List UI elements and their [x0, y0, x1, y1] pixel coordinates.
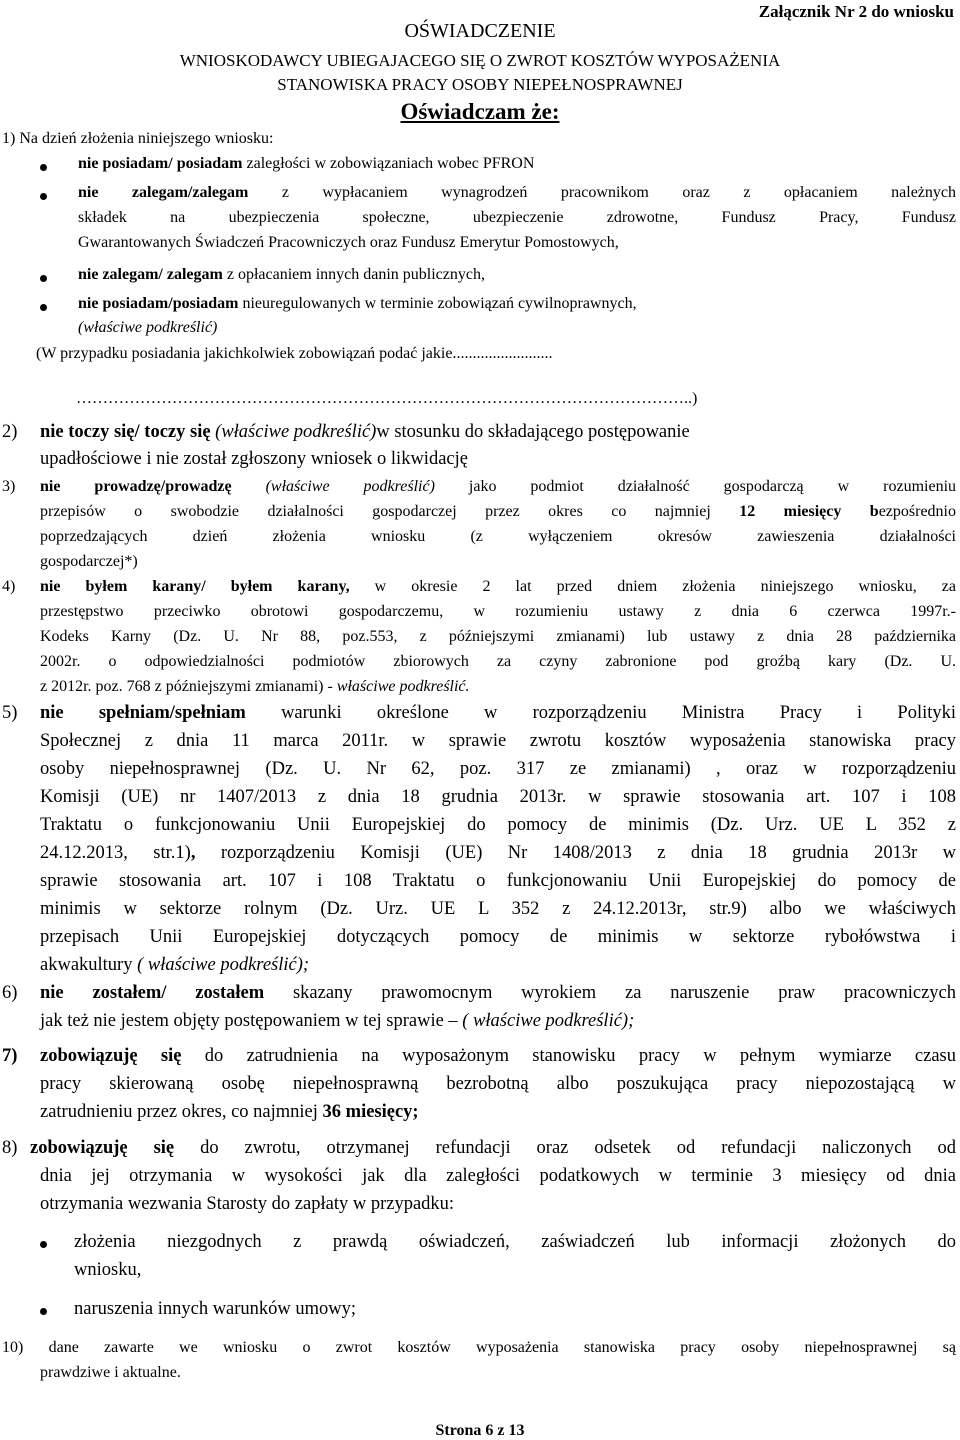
point-1-obligations-line: (W przypadku posiadania jakichkolwiek zobowiązań podać jakie.........................	[36, 345, 553, 362]
page-number: Strona 6 z 13	[435, 1422, 525, 1439]
point-1-item-1: nie posiadam/ posiadam zaległości w zobowiązaniach wobec PFRON	[78, 155, 535, 172]
point-2-num: 2)	[2, 422, 18, 442]
point-8-line1: zobowiązuję się do zwrotu, otrzymanej refundacji oraz odsetek od refundacji naliczonych od	[30, 1138, 956, 1158]
bullet-icon	[40, 164, 47, 171]
point-4-line5: z 2012r. poz. 768 z późniejszymi zmianami) - właściwe podkreślić.	[40, 678, 470, 695]
annex-label: Załącznik Nr 2 do wniosku	[758, 2, 954, 21]
point-8-line3: otrzymania wezwania Starosty do zapłaty w przypadku:	[40, 1194, 455, 1214]
point-5-line2: Społecznej z dnia 11 marca 2011r. w sprawie zwrotu kosztów wyposażenia stanowiska pracy	[40, 731, 956, 751]
point-5-line1: nie spełniam/spełniam warunki określone w rozporządzeniu Ministra Pracy i Polityki	[40, 703, 956, 723]
document-subtitle-line1: WNIOSKODAWCY UBIEGAJACEGO SIĘ O ZWROT KOSZTÓW WYPOSAŻENIA	[179, 51, 781, 70]
point-4-line3: Kodeks Karny (Dz. U. Nr 88, poz.553, z późniejszymi zmianami) lub ustawy z dnia 28 października	[40, 628, 956, 645]
point-4-line1: nie byłem karany/ byłem karany, w okresie 2 lat przed dniem złożenia niniejszego wniosku, za	[40, 578, 956, 595]
point-10-line1: 10) dane zawarte we wniosku o zwrot kosztów wyposażenia stanowiska pracy osoby niepełnosprawnej są	[2, 1339, 956, 1356]
point-6-line2: jak też nie jestem objęty postępowaniem w tej sprawie – ( właściwe podkreślić);	[40, 1011, 635, 1031]
point-1-dots-line: ……………………………………………………………………………………………………..)	[76, 390, 698, 407]
point-1-item-2-line3: Gwarantowanych Świadczeń Pracowniczych oraz Fundusz Emerytur Pomostowych,	[78, 234, 619, 251]
point-8-line2: dnia jej otrzymania w wysokości jak dla zaległości podatkowych w terminie 3 miesięcy od dnia	[40, 1166, 956, 1186]
point-8-num: 8)	[2, 1138, 18, 1158]
point-1-item-2-line2: składek na ubezpieczenia społeczne, ubezpieczenie zdrowotne, Fundusz Pracy, Fundusz	[78, 209, 956, 226]
point-5-line9: przepisach Unii Europejskiej dotyczących pomocy de minimis w sektorze rybołówstwa i	[40, 927, 956, 947]
point-2-line1: nie toczy się/ toczy się (właściwe podkreślić)w stosunku do składającego postępowanie	[40, 422, 690, 442]
point-5-line7: sprawie stosowania art. 107 i 108 Traktatu o funkcjonowaniu Unii Europejskiej do pomocy de	[40, 871, 956, 891]
point-5-line8: minimis w sektorze rolnym (Dz. Urz. UE L 352 z 24.12.2013r, str.9) albo we właściwych	[40, 899, 956, 919]
point-7-line1: zobowiązuję się do zatrudnienia na wyposażonym stanowisku pracy w pełnym wymiarze czasu	[40, 1046, 956, 1066]
point-5-line10: akwakultury ( właściwe podkreślić);	[40, 955, 310, 975]
point-3-line3: poprzedzających dzień złożenia wniosku (z wyłączeniem okresów zawieszenia działalności	[40, 528, 956, 545]
point-2-line2: upadłościowe i nie został zgłoszony wniosek o likwidację	[40, 449, 468, 469]
document-title: OŚWIADCZENIE	[404, 20, 556, 42]
point-3-line2: przepisów o swobodzie działalności gospodarczej przez okres co najmniej 12 miesięcy bezpośrednio	[40, 503, 956, 520]
point-5-num: 5)	[2, 703, 18, 723]
point-1-item-2-line1: nie zalegam/zalegam z wypłacaniem wynagrodzeń pracownikom oraz z opłacaniem należnych	[78, 184, 956, 201]
bullet-icon	[40, 1308, 47, 1315]
point-5-line4: Komisji (UE) nr 1407/2013 z dnia 18 grudnia 2013r. w sprawie stosowania art. 107 i 108	[40, 787, 956, 807]
point-3-num: 3)	[2, 478, 16, 495]
point-7-line3: zatrudnieniu przez okres, co najmniej 36 miesięcy;	[40, 1102, 419, 1122]
point-10-line2: prawdziwe i aktualne.	[40, 1364, 181, 1381]
point-5-line5: Traktatu o funkcjonowaniu Unii Europejskiej do pomocy de minimis (Dz. Urz. UE L 352 z	[40, 815, 956, 835]
point-1-item-4: nie posiadam/posiadam nieuregulowanych w terminie zobowiązań cywilnoprawnych,	[78, 295, 637, 312]
bullet-icon	[40, 1241, 47, 1248]
point-4-line4: 2002r. o odpowiedzialności podmiotów zbiorowych za czyny zabronione pod groźbą kary (Dz. U.	[40, 653, 956, 670]
point-8-item-1-line1: złożenia niezgodnych z prawdą oświadczeń, zaświadczeń lub informacji złożonych do	[74, 1232, 956, 1252]
point-8-item-1-line2: wniosku,	[74, 1260, 142, 1280]
point-1-intro: 1) Na dzień złożenia niniejszego wniosku:	[2, 130, 274, 147]
bullet-icon	[40, 275, 47, 282]
point-1-item-3: nie zalegam/ zalegam z opłacaniem innych danin publicznych,	[78, 266, 485, 283]
point-5-line6: 24.12.2013, str.1), rozporządzeniu Komisji (UE) Nr 1408/2013 z dnia 18 grudnia 2013r w	[40, 843, 957, 863]
point-1-underline-note: (właściwe podkreślić)	[78, 319, 218, 336]
point-5-line3: osoby niepełnosprawnej (Dz. U. Nr 62, poz. 317 ze zmianami) , oraz w rozporządzeniu	[40, 759, 956, 779]
point-4-line2: przestępstwo przeciwko obrotowi gospodarczemu, w rozumieniu ustawy z dnia 6 czerwca 1997r.-	[40, 603, 956, 620]
point-3-line4: gospodarczej*)	[40, 553, 138, 570]
point-4-num: 4)	[2, 578, 16, 595]
point-3-line1: nie prowadzę/prowadzę (właściwe podkreślić) jako podmiot działalność gospodarczą w rozumieniu	[40, 478, 957, 495]
point-6-line1: nie zostałem/ zostałem skazany prawomocnym wyrokiem za naruszenie praw pracowniczych	[40, 983, 956, 1003]
point-8-item-2: naruszenia innych warunków umowy;	[74, 1299, 357, 1319]
point-7-num: 7)	[2, 1046, 18, 1066]
declaration-heading: Oświadczam że:	[400, 99, 560, 124]
bullet-icon	[40, 304, 47, 311]
point-6-num: 6)	[2, 983, 18, 1003]
bullet-icon	[40, 193, 47, 200]
point-7-line2: pracy skierowaną osobę niepełnosprawną bezrobotną albo poszukująca pracy niepozostającą w	[40, 1074, 956, 1094]
document-subtitle-line2: STANOWISKA PRACY OSOBY NIEPEŁNOSPRAWNEJ	[277, 75, 683, 94]
